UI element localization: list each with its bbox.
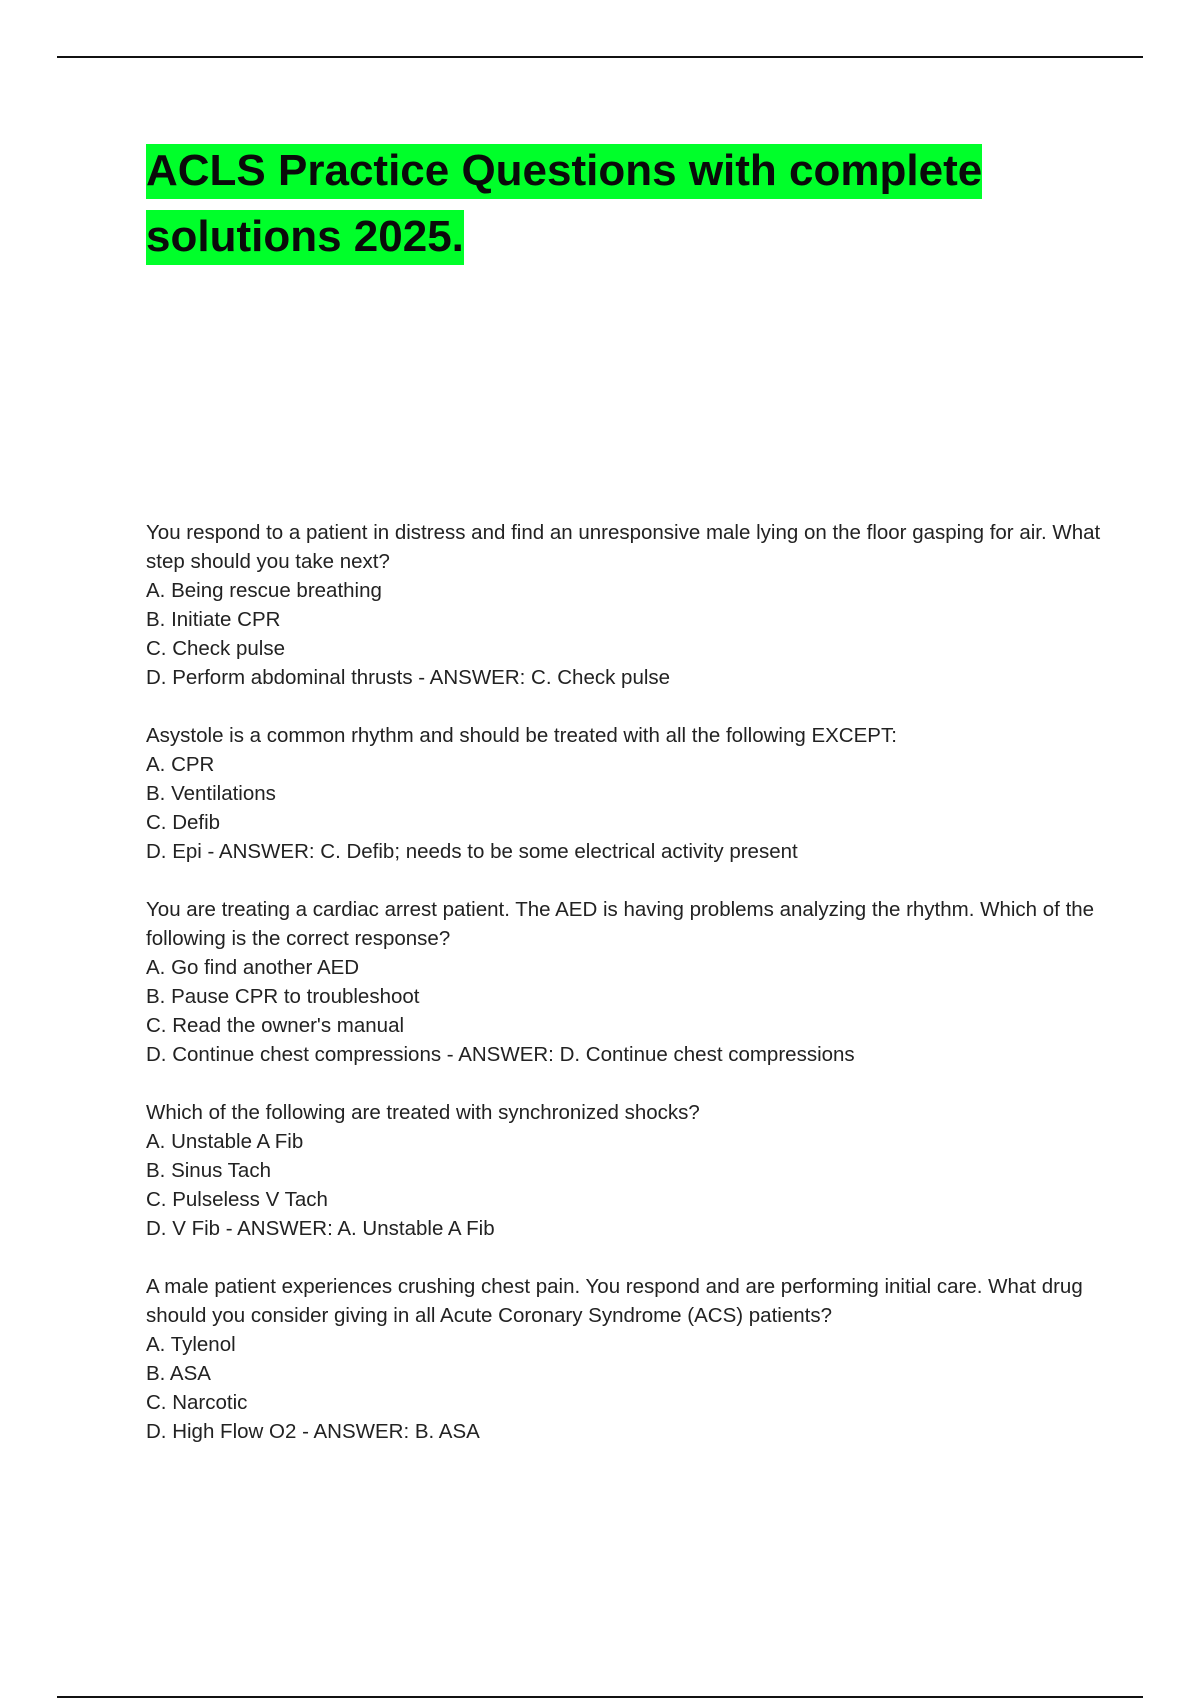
answer-option: A. Go find another AED	[146, 956, 360, 979]
question-prompt: You are treating a cardiac arrest patient. The AED is having problems analyzing the rhythm. Which of the following is the correct response?	[146, 898, 1095, 950]
answer-option: A. Being rescue breathing	[146, 579, 382, 602]
question-block	[146, 1272, 1106, 1446]
question-block	[146, 721, 1106, 866]
document-title	[146, 138, 1106, 270]
answer-option-with-answer: D. High Flow O2 - ANSWER: B. ASA	[146, 1420, 480, 1443]
answer-option-with-answer: D. Epi - ANSWER: C. Defib; needs to be some electrical activity present	[146, 840, 798, 863]
answer-option: C. Narcotic	[146, 1391, 248, 1414]
answer-option: B. Ventilations	[146, 782, 276, 805]
question-prompt: Which of the following are treated with synchronized shocks?	[146, 1101, 700, 1124]
title-highlight: ACLS Practice Questions with complete solutions 2025.	[146, 144, 982, 265]
answer-option-with-answer: D. Continue chest compressions - ANSWER: D. Continue chest compressions	[146, 1043, 855, 1066]
answer-option: C. Defib	[146, 811, 221, 834]
question-prompt: Asystole is a common rhythm and should be treated with all the following EXCEPT:	[146, 724, 897, 747]
answer-option: B. ASA	[146, 1362, 211, 1385]
question-list	[146, 518, 1106, 1475]
answer-option: A. CPR	[146, 753, 215, 776]
question-block	[146, 1098, 1106, 1243]
question-prompt: You respond to a patient in distress and find an unresponsive male lying on the floor gasping for air. What step should you take next?	[146, 521, 1101, 573]
answer-option: A. Unstable A Fib	[146, 1130, 304, 1153]
answer-option: C. Check pulse	[146, 637, 286, 660]
answer-option: A. Tylenol	[146, 1333, 236, 1356]
question-prompt: A male patient experiences crushing chest pain. You respond and are performing initial care. What drug should you consider giving in all Acute Coronary Syndrome (ACS) patients?	[146, 1275, 1083, 1327]
question-block	[146, 895, 1106, 1069]
answer-option: B. Initiate CPR	[146, 608, 281, 631]
answer-option: B. Sinus Tach	[146, 1159, 271, 1182]
bottom-rule	[57, 1696, 1143, 1698]
answer-option-with-answer: D. Perform abdominal thrusts - ANSWER: C. Check pulse	[146, 666, 671, 689]
answer-option: C. Pulseless V Tach	[146, 1188, 328, 1211]
answer-option-with-answer: D. V Fib - ANSWER: A. Unstable A Fib	[146, 1217, 495, 1240]
top-rule	[57, 56, 1143, 58]
answer-option: C. Read the owner's manual	[146, 1014, 405, 1037]
answer-option: B. Pause CPR to troubleshoot	[146, 985, 420, 1008]
question-block	[146, 518, 1106, 692]
